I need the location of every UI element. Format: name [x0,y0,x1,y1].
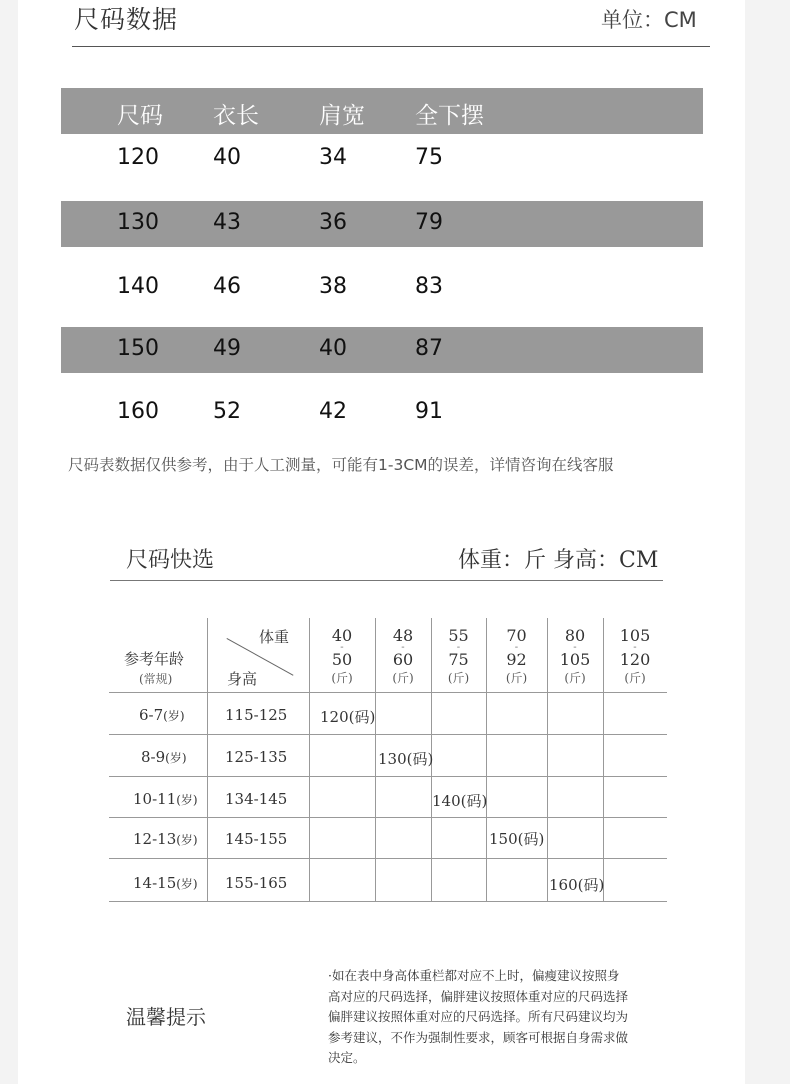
weight-max: 92 [506,650,527,669]
age-cell: 14-15(岁) [133,874,198,892]
range-dash: - [401,642,405,653]
age-cell: 12-13(岁) [133,830,198,848]
weight-max: 105 [559,650,591,669]
weight-unit: (斤) [624,671,646,685]
grid-line [109,817,667,818]
size-cell: 120(码) [320,708,376,726]
height-cell: 115-125 [225,706,288,724]
weight-unit: (斤) [447,671,470,685]
size-guide-page [18,0,745,1084]
tips-line: 高对应的尺码选择，偏胖建议按照体重对应的尺码选择 [328,988,629,1004]
weight-col-header [431,626,486,686]
weight-min: 48 [392,626,414,645]
size-table [61,88,703,453]
weight-col-header [603,626,667,686]
weight-min: 40 [331,626,353,645]
table-row [61,134,703,201]
table-row [61,327,703,373]
table-row [61,201,703,247]
size-cell: 140(码) [432,792,488,810]
cell: 40 [213,145,241,170]
cell: 36 [319,210,347,235]
range-dash: - [456,642,461,653]
height-label: 身高 [227,670,258,688]
weight-unit: (斤) [331,671,353,685]
weight-min: 70 [506,626,527,645]
header-hem: 全下摆 [415,103,484,129]
divider [110,580,663,581]
cell: 130 [117,210,159,235]
tips-line: 偏胖建议按照体重对应的尺码选择。所有尺码建议均为 [328,1009,629,1024]
height-cell: 134-145 [225,790,288,808]
grid-line [207,618,208,902]
tips-line: ·如在表中身高体重栏都对应不上时，偏瘦建议按照身 [328,968,620,983]
size-data-title: 尺码数据 [74,5,179,34]
cell: 49 [213,336,241,361]
size-cell: 150(码) [489,830,545,848]
cell: 75 [415,145,443,170]
grid-line [109,858,667,859]
size-data-note: 尺码表数据仅供参考，由于人工测量，可能有1-3CM的误差，详情咨询在线客服 [68,456,614,474]
size-cell: 130(码) [378,750,434,768]
weight-col-header [547,626,603,686]
cell: 140 [117,274,159,299]
weight-max: 120 [619,650,651,669]
cell: 120 [117,145,159,170]
divider [72,46,710,47]
cell: 91 [415,399,443,424]
grid-line [109,692,667,693]
tips-text [328,966,663,1069]
table-row [61,373,703,453]
cell: 83 [415,274,443,299]
weight-label: 体重 [259,628,290,646]
weight-col-header [309,626,375,686]
tips-line: 参考建议，不作为强制性要求，顾客可根据自身需求做 [328,1029,629,1045]
weight-max: 60 [392,650,414,669]
weight-unit: (斤) [505,671,528,685]
weight-max: 75 [448,650,469,669]
range-dash: - [573,642,577,653]
age-header: 参考年龄 [124,650,185,668]
range-dash: - [340,642,344,653]
weight-col-header [375,626,431,686]
age-cell: 6-7(岁) [139,706,185,724]
cell: 34 [319,145,347,170]
cell: 87 [415,336,443,361]
grid-line [109,901,667,902]
cell: 52 [213,399,241,424]
cell: 38 [319,274,347,299]
weight-min: 105 [619,626,651,645]
height-cell: 125-135 [225,748,288,766]
cell: 79 [415,210,443,235]
size-table-header [61,88,703,134]
size-quick-select-grid [109,618,667,902]
cell: 150 [117,336,159,361]
table-row [61,247,703,327]
grid-line [109,734,667,735]
quick-select-title: 尺码快选 [126,548,215,573]
weight-unit: (斤) [564,671,586,685]
cell: 43 [213,210,241,235]
size-cell: 160(码) [549,876,605,894]
size-data-unit: 单位：CM [601,8,697,32]
height-cell: 145-155 [225,830,288,848]
weight-max: 50 [331,650,353,669]
age-cell: 10-11(岁) [133,790,198,808]
quick-select-unit: 体重：斤 身高：CM [458,548,659,573]
weight-col-header [486,626,547,686]
weight-unit: (斤) [392,671,414,685]
cell: 46 [213,274,241,299]
header-shoulder: 肩宽 [319,103,365,129]
cell: 40 [319,336,347,361]
tips-title: 温馨提示 [126,1005,206,1029]
cell: 42 [319,399,347,424]
age-header-sub: (常规) [139,672,173,686]
height-cell: 155-165 [225,874,288,892]
header-length: 衣长 [213,103,259,129]
weight-min: 55 [448,626,469,645]
range-dash: - [633,642,637,653]
cell: 160 [117,399,159,424]
tips-line: 决定。 [328,1050,366,1065]
weight-min: 80 [564,626,586,645]
age-cell: 8-9(岁) [141,748,187,766]
range-dash: - [514,642,519,653]
grid-line [109,776,667,777]
header-size: 尺码 [117,103,163,129]
